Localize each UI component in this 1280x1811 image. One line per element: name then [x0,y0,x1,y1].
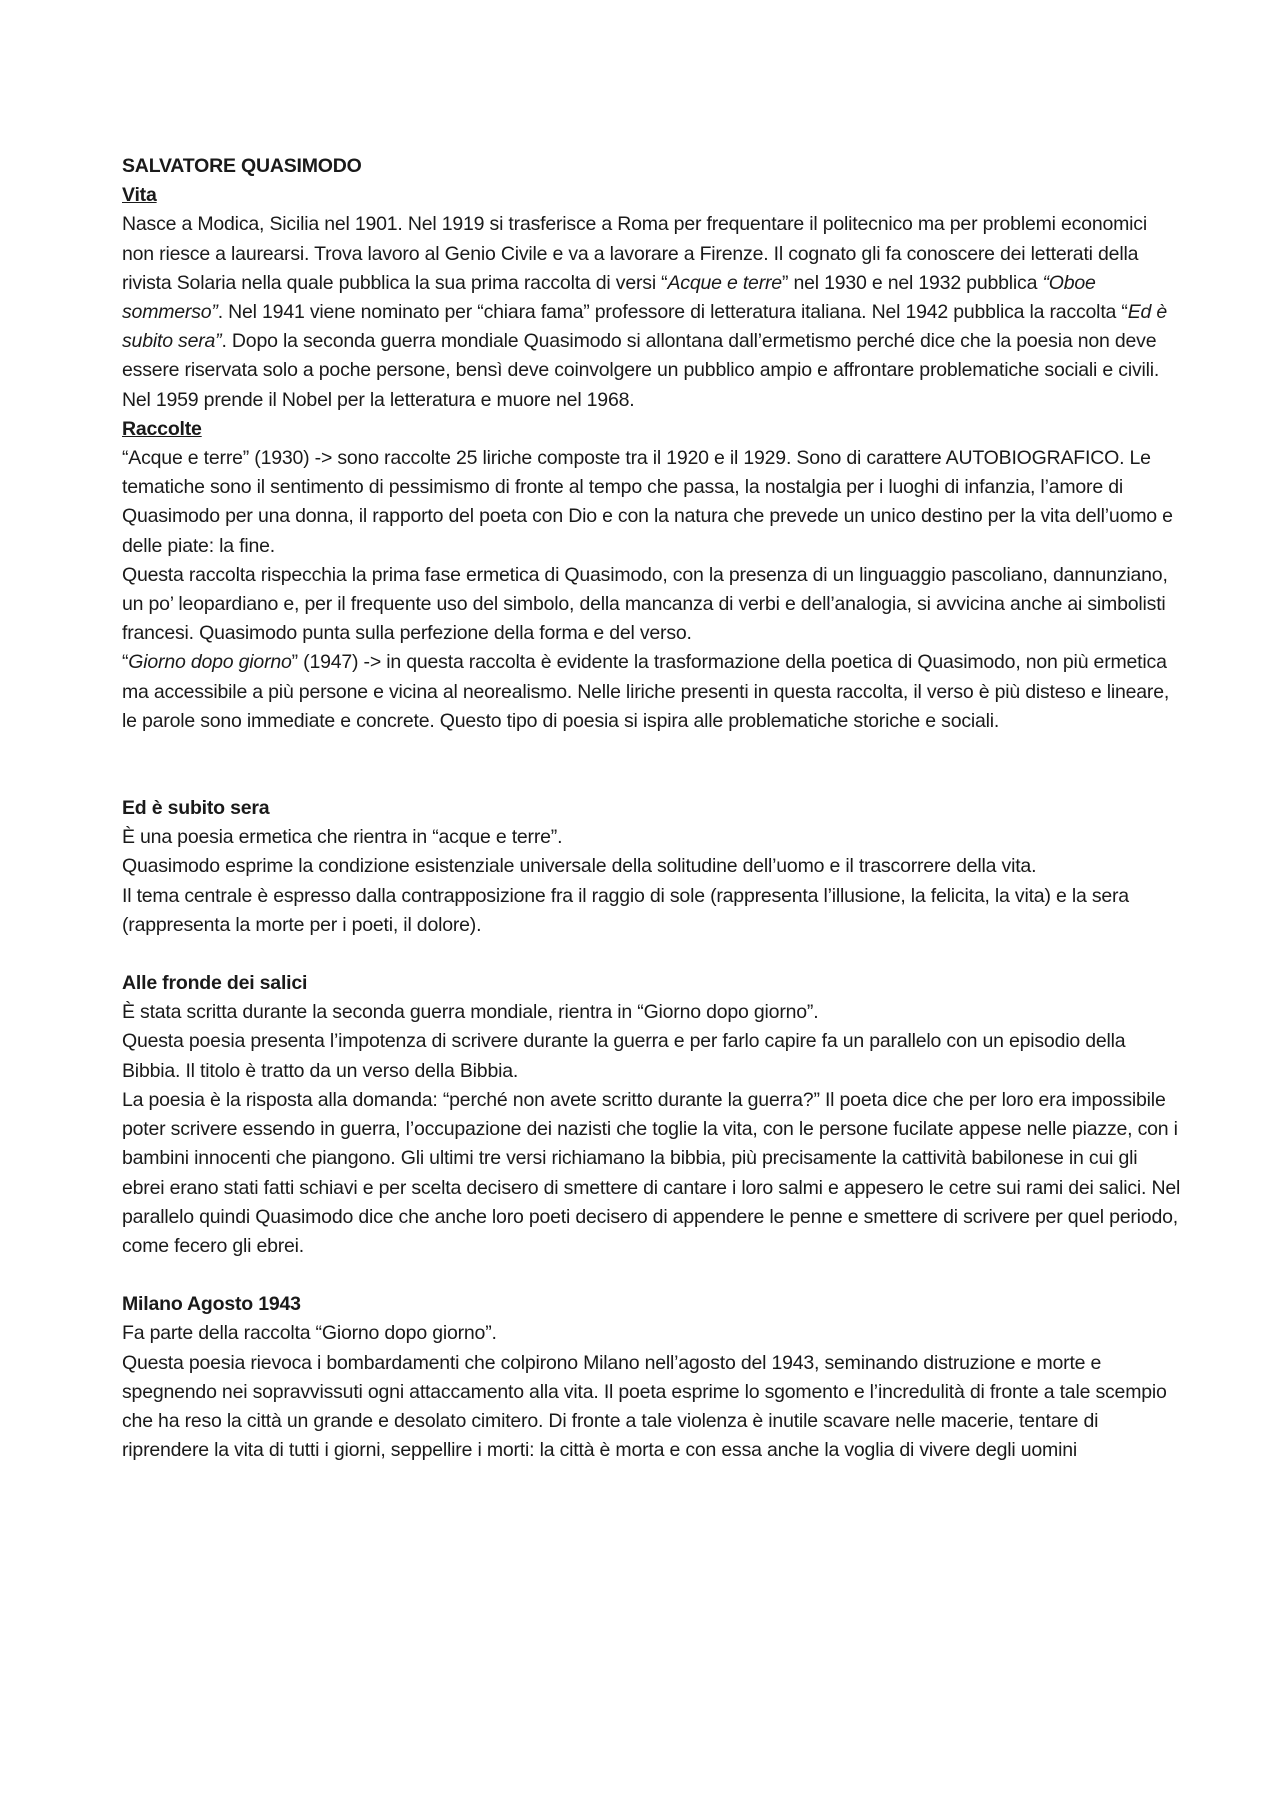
milano-paragraph-2: Questa poesia rievoca i bombardamenti che colpirono Milano nell’agosto del 1943, seminando distruzione e morte e spegnendo nei sopravvissuti ogni attaccamento alla vita. Il poeta esprime lo sgomento e l’incredulità di fronte a tale scempio che ha reso la città un grande e desolato cimitero. Di fronte a tale violenza è inutile scavare nelle macerie, tentare di riprendere la vita di tutti i giorni, seppellire i morti: la città è morta e con essa anche la voglia di vivere degli uomini [122,1351,1167,1462]
vita-paragraph: Nasce a Modica, Sicilia nel 1901. Nel 1919 si trasferisce a Roma per frequentare il politecnico ma per problemi economici non riesce a laurearsi. Trova lavoro al Genio Civile e va a lavorare a Firenze. Il cognato gli fa conoscere dei letterati della rivista Solaria nella quale pubblica la sua prima raccolta di versi “Acque e terre” nel 1930 e nel 1932 pubblica “Oboe sommerso”. Nel 1941 viene nominato per “chiara fama” professore di letteratura italiana. Nel 1942 pubblica la raccolta “Ed è subito sera”. Dopo la seconda guerra mondiale Quasimodo si allontana dall’ermetismo perché dice che la poesia non deve essere riservata solo a poche persone, bensì deve coinvolgere un pubblico ampio e affrontare problematiche sociali e civili. [122,213,1168,382]
section-heading-vita: Vita [122,184,157,207]
section-heading-fronde: Alle fronde dei salici [122,972,308,995]
raccolte-paragraph-2: Questa raccolta rispecchia la prima fase ermetica di Quasimodo, con la presenza di un linguaggio pascoliano, dannunziano, un po’ leopardiano e, per il frequente uso del simbolo, della mancanza di verbi e dell’analogia, si avvicina anche ai simbolisti francesi. Quasimodo punta sulla perfezione della forma e del verso. [122,563,1168,645]
ed-sera-paragraph-2: Quasimodo esprime la condizione esistenziale universale della solitudine dell’uomo e il trascorrere della vita. [122,855,1037,878]
milano-paragraph-1: Fa parte della raccolta “Giorno dopo giorno”. [122,1322,497,1345]
fronde-paragraph-1: È stata scritta durante la seconda guerra mondiale, rientra in “Giorno dopo giorno”. [122,1001,819,1024]
ed-sera-paragraph-1: È una poesia ermetica che rientra in “acque e terre”. [122,826,563,849]
fronde-paragraph-2: Questa poesia presenta l’impotenza di scrivere durante la guerra e per farlo capire fa un parallelo con un episodio della Bibbia. Il titolo è tratto da un verso della Bibbia. [122,1030,1126,1082]
section-heading-milano: Milano Agosto 1943 [122,1293,301,1316]
vita-paragraph-2: Nel 1959 prende il Nobel per la letteratura e muore nel 1968. [122,388,635,411]
section-heading-ed-sera: Ed è subito sera [122,797,270,820]
raccolte-paragraph-1: “Acque e terre” (1930) -> sono raccolte 25 liriche composte tra il 1920 e il 1929. Sono di carattere AUTOBIOGRAFICO. Le tematiche sono il sentimento di pessimismo di fronte al tempo che passa, la nostalgia per i luoghi di infanzia, l’amore di Quasimodo per una donna, il rapporto del poeta con Dio e con la natura che prevede un unico destino per la vita dell’uomo e delle piate: la fine. [122,447,1173,557]
fronde-paragraph-3: La poesia è la risposta alla domanda: “perché non avete scritto durante la guerra?” Il poeta dice che per loro era impossibile poter scrivere essendo in guerra, l’occupazione dei nazisti che toglie la vita, con le persone fucilate appese nelle piazze, con i bambini innocenti che piangono. Gli ultimi tre versi richiamano la bibbia, più precisamente la cattività babilonese in cui gli ebrei erano stati fatti schiavi e per scelta decisero di smettere di cantare i loro salmi e appesero le cetre sui rami dei salici. Nel parallelo quindi Quasimodo dice che anche loro poeti decisero di appendere le penne e smettere di scrivere per quel periodo, come fecero gli ebrei. [122,1088,1181,1257]
document-page [122,152,1182,1465]
section-heading-raccolte: Raccolte [122,417,202,440]
ed-sera-paragraph-3: Il tema centrale è espresso dalla contrapposizione fra il raggio di sole (rappresenta l’illusione, la felicita, la vita) e la sera (rappresenta la morte per i poeti, il dolore). [122,884,1129,936]
raccolte-paragraph-3: “Giorno dopo giorno” (1947) -> in questa raccolta è evidente la trasformazione della poetica di Quasimodo, non più ermetica ma accessibile a più persone e vicina al neorealismo. Nelle liriche presenti in questa raccolta, il verso è più disteso e lineare, le parole sono immediate e concrete. Questo tipo di poesia si ispira alle problematiche storiche e sociali. [122,651,1170,732]
document-title: SALVATORE QUASIMODO [122,155,362,177]
